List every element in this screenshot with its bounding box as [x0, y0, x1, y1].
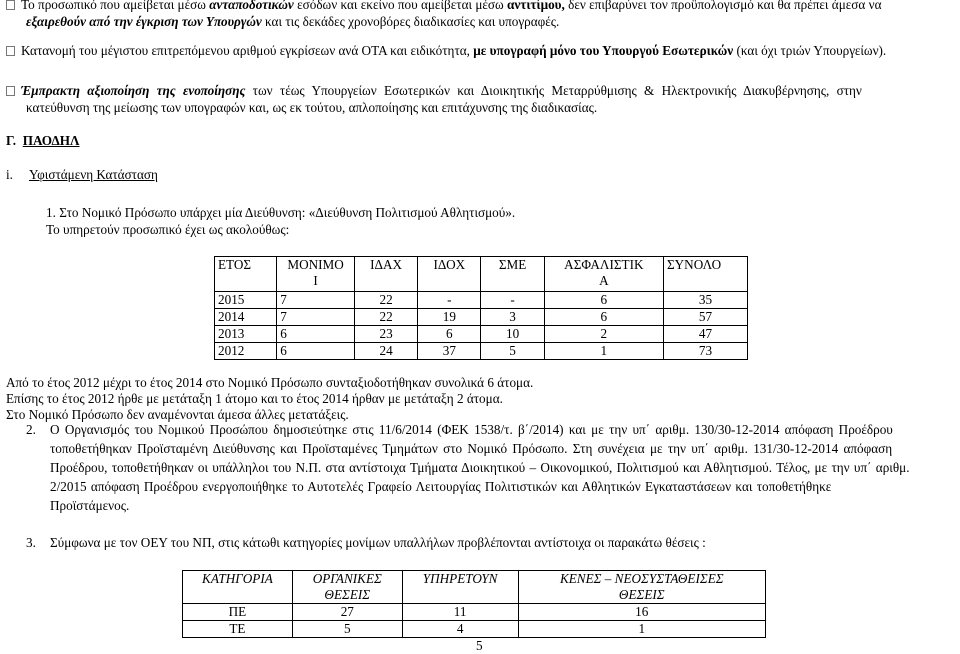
- item-2-line2: τοποθετήθηκαν Προϊσταμένη Διεύθυνσης και Προϊσταμένες Τμημάτων στο Νομικό Πρόσωπο. Στη συνέχεια με την υπ΄ αριθμ. 131/30-12-2014 απόφαση: [50, 441, 893, 456]
- bullet-paragraph-3: Έμπρακτη αξιοποίηση της ενοποίησης των τέως Υπουργείων Εσωτερικών και Διοικητικής Μεταρρύθμισης & Ηλεκτρονικής Διακυβέρνησης, στην: [6, 82, 954, 99]
- table-cell: 19: [418, 309, 481, 326]
- checkbox-bullet-icon: [6, 0, 15, 10]
- table-row: [215, 343, 748, 360]
- table-cell: 3: [481, 309, 544, 326]
- no-transfer-note: Στο Νομικό Πρόσωπο δεν αναμένονται άμεσα άλλες μετατάξεις.: [6, 407, 349, 422]
- section-heading-g: Γ. ΠΑΟΔΗΛ: [6, 133, 80, 148]
- table-cell: 10: [481, 326, 544, 343]
- table-cell: 7: [277, 309, 355, 326]
- item-1-line2: Το υπηρετούν προσωπικό έχει ως ακολούθως:: [46, 222, 290, 237]
- table-cell: 16: [518, 604, 765, 621]
- table-row: [215, 309, 748, 326]
- table-header-cell: ΥΠΗΡΕΤΟΥΝ: [402, 571, 518, 604]
- bullet-paragraph-1: Το προσωπικό που αμείβεται μέσω ανταποδοτικών εσόδων και εκείνο που αμείβεται μέσω αντιτίμου, δεν επιβαρύνει τον προϋπολογισμό και θα πρέπει άμεσα να: [6, 0, 881, 13]
- table-cell: 6: [544, 309, 663, 326]
- table-cell: 37: [418, 343, 481, 360]
- table-cell: 22: [354, 292, 417, 309]
- table-cell: 22: [354, 309, 417, 326]
- table-cell: 6: [277, 343, 355, 360]
- item-2-line1: Ο Οργανισμός του Νομικού Προσώπου δημοσιεύτηκε στις 11/6/2014 (ΦΕΚ 1538/τ. β΄/2014) και με την υπ΄ αριθμ. 130/30-12-2014 απόφαση Προέδρου: [50, 422, 893, 437]
- item-2-number: 2.: [26, 422, 36, 437]
- page-number: 5: [476, 638, 483, 653]
- table-cell: ΤΕ: [183, 621, 293, 638]
- table-cell: -: [481, 292, 544, 309]
- bullet-paragraph-1-line2: εξαιρεθούν από την έγκριση των Υπουργών και τις δεκάδες χρονοβόρες διαδικασίες και υπογραφές.: [26, 14, 560, 29]
- table-cell: 1: [544, 343, 663, 360]
- table-row: [215, 292, 748, 309]
- table-row: [215, 326, 748, 343]
- table-cell: 5: [481, 343, 544, 360]
- table-header-cell: ΑΣΦΑΛΙΣΤΙΚ Α: [544, 257, 663, 292]
- retirement-note: Από το έτος 2012 μέχρι το έτος 2014 στο Νομικό Πρόσωπο συνταξιοδοτήθηκαν συνολικά 6 άτομα.: [6, 375, 534, 390]
- table-cell: ΠΕ: [183, 604, 293, 621]
- table-cell: 7: [277, 292, 355, 309]
- table-cell: 4: [402, 621, 518, 638]
- table-header-cell: ΜΟΝΙΜΟ Ι: [277, 257, 355, 292]
- transfer-note: Επίσης το έτος 2012 ήρθε με μετάταξη 1 άτομο και το έτος 2014 ήρθαν με μετάταξη 2 άτομα.: [6, 391, 503, 406]
- table-cell: 2015: [215, 292, 277, 309]
- checkbox-bullet-icon: [6, 86, 15, 96]
- table-header-cell: ΟΡΓΑΝΙΚΕΣ ΘΕΣΕΙΣ: [292, 571, 402, 604]
- table-header-row: [183, 571, 766, 604]
- item-2-line4: 2/2015 απόφαση Προέδρου ενεργοποιήθηκε το Αυτοτελές Γραφείο Λειτουργίας Πολιτιστικών και Αθλητικών Εγκαταστάσεων και τοποθετήθηκε: [50, 479, 832, 494]
- table-cell: 1: [518, 621, 765, 638]
- bullet-paragraph-2: Κατανομή του μέγιστου επιτρεπόμενου αριθμού εγκρίσεων ανά ΟΤΑ και ειδικότητα, με υπογραφή μόνο του Υπουργού Εσωτερικών (και όχι τριών Υπουργείων).: [6, 42, 886, 59]
- table-cell: 35: [663, 292, 747, 309]
- table-cell: -: [418, 292, 481, 309]
- positions-table: [182, 570, 766, 638]
- item-1-line1: 1. Στο Νομικό Πρόσωπο υπάρχει μία Διεύθυνση: «Διεύθυνση Πολιτισμού Αθλητισμού».: [46, 205, 516, 220]
- item-3-text: Σύμφωνα με τον ΟΕΥ του ΝΠ, στις κάτωθι κατηγορίες μονίμων υπαλλήλων προβλέπονται αντίστοιχα οι παρακάτω θέσεις :: [50, 535, 706, 550]
- table-header-cell: ΚΕΝΕΣ – ΝΕΟΣΥΣΤΑΘΕΙΣΕΣ ΘΕΣΕΙΣ: [518, 571, 765, 604]
- table-header-cell: ΣΥΝΟΛΟ: [663, 257, 747, 292]
- table-cell: 73: [663, 343, 747, 360]
- table-cell: 23: [354, 326, 417, 343]
- table-cell: 6: [418, 326, 481, 343]
- table-cell: 24: [354, 343, 417, 360]
- table-header-cell: ΕΤΟΣ: [215, 257, 277, 292]
- item-2-line5: Προϊστάμενος.: [50, 498, 130, 513]
- item-2-line3: Προέδρου, τοποθετήθηκαν οι υπάλληλοι του Ν.Π. στα αντίστοιχα Τμήματα Διοικητικού – Οικονομικού, Πολιτισμού και Αθλητισμού. Τέλος, με την υπ΄ αριθμ.: [50, 460, 910, 475]
- staff-table: [214, 256, 748, 360]
- table-header-cell: ΣΜΕ: [481, 257, 544, 292]
- table-cell: 27: [292, 604, 402, 621]
- checkbox-bullet-icon: [6, 46, 15, 56]
- table-cell: 11: [402, 604, 518, 621]
- table-cell: 6: [544, 292, 663, 309]
- table-header-row: [215, 257, 748, 292]
- table-cell: 2012: [215, 343, 277, 360]
- table-cell: 2: [544, 326, 663, 343]
- table-cell: 2014: [215, 309, 277, 326]
- table-cell: 2013: [215, 326, 277, 343]
- table-header-cell: ΚΑΤΗΓΟΡΙΑ: [183, 571, 293, 604]
- subsection-heading-i: i. Υφιστάμενη Κατάσταση: [6, 167, 158, 182]
- table-cell: 57: [663, 309, 747, 326]
- bullet-paragraph-3-line2: κατεύθυνση της μείωσης των υπογραφών και, ως εκ τούτου, απλοποίησης και επιτάχυνσης της διαδικασίας.: [26, 100, 598, 115]
- table-header-cell: ΙΔΟΧ: [418, 257, 481, 292]
- table-row: [183, 621, 766, 638]
- item-3-number: 3.: [26, 535, 36, 550]
- table-header-cell: ΙΔΑΧ: [354, 257, 417, 292]
- table-row: [183, 604, 766, 621]
- table-cell: 6: [277, 326, 355, 343]
- table-cell: 5: [292, 621, 402, 638]
- table-cell: 47: [663, 326, 747, 343]
